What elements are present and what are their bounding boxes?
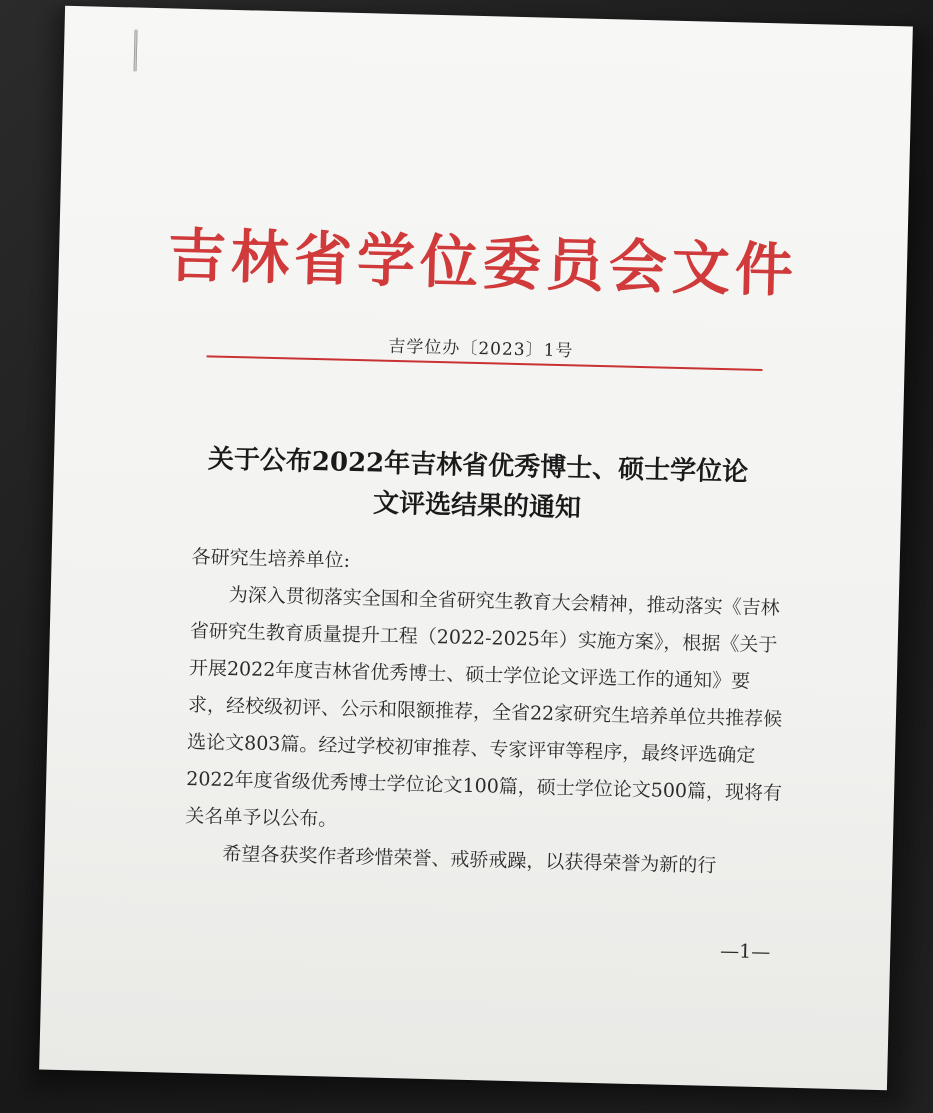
notice-body	[184, 539, 790, 887]
notice-title	[153, 438, 803, 534]
document-number: 吉学位办〔2023〕1号	[388, 336, 574, 362]
staple	[134, 30, 138, 72]
body-paragraph-2: 希望各获奖作者珍惜荣誉、戒骄戒躁，以获得荣誉为新的行	[222, 842, 717, 877]
document-heading: 吉林省学位委员会文件	[167, 221, 799, 305]
body-paragraph-1: 为深入贯彻落实全国和全省研究生教育大会精神，推动落实《吉林省研究生教育质量提升工程（2022-2025年）实施方案》，根据《关于开展2022年度吉林省优秀博士、硕士学位论文评选工作的通知》要求，经校级初评、公示和限额推荐，全省22家研究生培养单位共推荐候选论文803篇。经过学校初审推荐、专家评审等程序，最终评选确定2022年度省级优秀博士学位论文100篇，硕士学位论文500篇，现将有关名单予以公布。	[185, 583, 783, 831]
notice-title-line-2: 文评选结果的通知	[372, 488, 582, 524]
notice-title-line-1: 关于公布2022年吉林省优秀博士、硕士学位论	[207, 444, 749, 488]
salutation: 各研究生培养单位:	[191, 546, 351, 572]
document-page	[39, 6, 913, 1090]
page-number: —1—	[719, 940, 771, 964]
